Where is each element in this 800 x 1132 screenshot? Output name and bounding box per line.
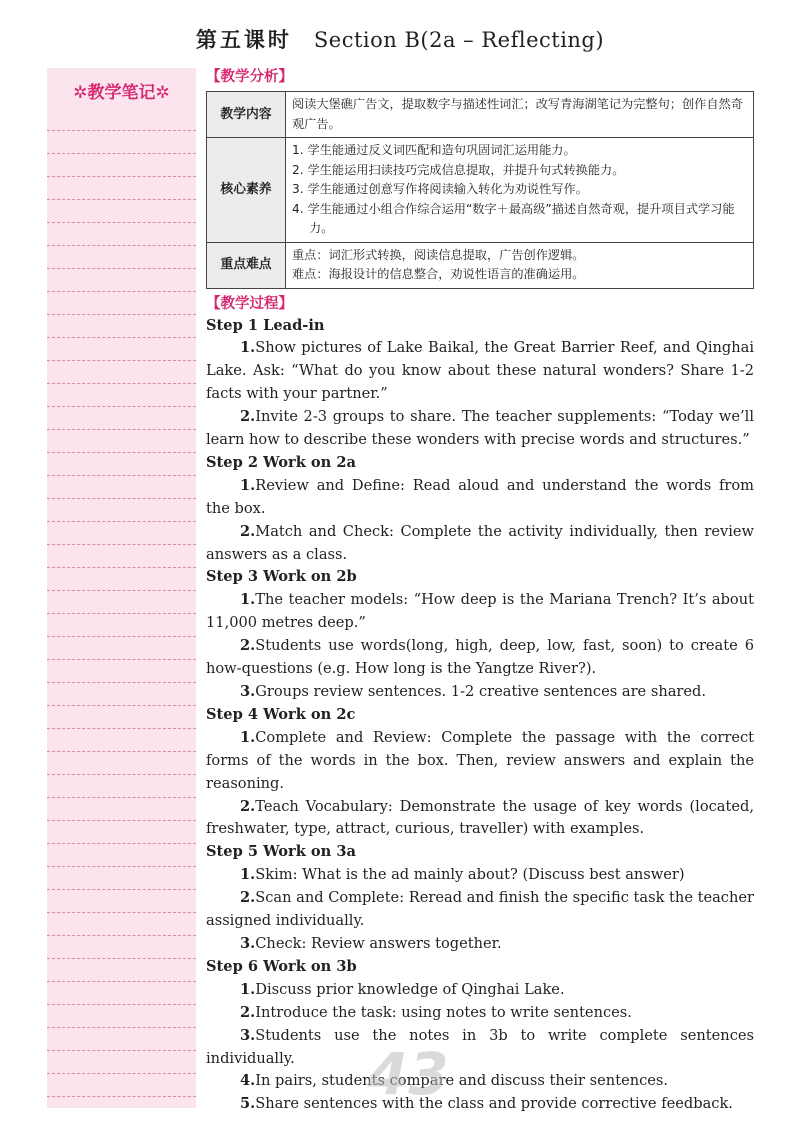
table-row xyxy=(207,92,754,138)
note-line xyxy=(47,153,196,154)
step-item: 2.Students use words(long, high, deep, low, fast, soon) to create 6 how-questions (e.g. How long is the Yangtze River?). xyxy=(206,637,754,678)
note-line xyxy=(47,889,196,890)
step-block xyxy=(206,315,754,452)
note-line xyxy=(47,590,196,591)
row-line: 阅读大堡礁广告文，提取数字与描述性词汇；改写青海湖笔记为完整句；创作自然奇观广告。 xyxy=(292,97,743,131)
step-title: Step 5 Work on 3a xyxy=(206,843,356,861)
row-line: 重点：词汇形式转换，阅读信息提取，广告创作逻辑。 xyxy=(292,247,585,262)
note-line xyxy=(47,728,196,729)
step-item: 4.In pairs, students compare and discuss their sentences. xyxy=(240,1072,669,1090)
step-block xyxy=(206,452,754,567)
step-item: 2.Introduce the task: using notes to write sentences. xyxy=(240,1003,632,1021)
note-line xyxy=(47,774,196,775)
notes-sidebar xyxy=(47,68,196,1108)
note-line xyxy=(47,981,196,982)
note-line xyxy=(47,843,196,844)
note-line xyxy=(47,613,196,614)
notes-title: ✲教学笔记✲ xyxy=(73,83,170,103)
step-item: 2.Scan and Complete: Reread and finish the specific task the teacher assigned individually. xyxy=(206,889,754,930)
note-line xyxy=(47,751,196,752)
step-block xyxy=(206,566,754,703)
row-line: 4. 学生能通过小组合作综合运用“数字＋最高级”描述自然奇观，提升项目式学习能力。 xyxy=(292,201,735,235)
note-line xyxy=(47,222,196,223)
note-line xyxy=(47,199,196,200)
note-line xyxy=(47,291,196,292)
step-block xyxy=(206,956,754,1116)
analysis-heading: 【教学分析】 xyxy=(206,69,293,85)
step-item: 1.Complete and Review: Complete the passage with the correct forms of the words in the box. Then, review answers and explain the reasoning. xyxy=(206,728,754,792)
row-content xyxy=(286,242,754,288)
note-line xyxy=(47,866,196,867)
step-item: 1.Review and Define: Read aloud and understand the words from the box. xyxy=(206,476,754,517)
note-line xyxy=(47,820,196,821)
note-line xyxy=(47,1073,196,1074)
note-line xyxy=(47,659,196,660)
row-line: 3. 学生能通过创意写作将阅读输入转化为劝说性写作。 xyxy=(292,182,588,196)
note-line xyxy=(47,1004,196,1005)
step-item: 3.Groups review sentences. 1-2 creative sentences are shared. xyxy=(240,683,707,700)
note-line xyxy=(47,1096,196,1097)
note-line xyxy=(47,521,196,522)
step-item: 1.Discuss prior knowledge of Qinghai Lake. xyxy=(240,980,565,998)
note-line xyxy=(47,429,196,430)
note-line xyxy=(47,245,196,246)
step-block xyxy=(206,704,754,841)
note-line xyxy=(47,498,196,499)
note-line xyxy=(47,360,196,361)
step-item: 2.Teach Vocabulary: Demonstrate the usage of key words (located, freshwater, type, attract, curious, traveller) with examples. xyxy=(206,797,754,838)
note-line xyxy=(47,935,196,936)
row-line: 2. 学生能运用扫读技巧完成信息提取，并提升句式转换能力。 xyxy=(292,162,625,177)
step-item: 3.Students use the notes in 3b to write complete sentences individually. xyxy=(206,1026,754,1067)
row-line: 1. 学生能通过反义词匹配和造句巩固词汇运用能力。 xyxy=(292,143,576,157)
process-heading: 【教学过程】 xyxy=(206,295,293,312)
step-title: Step 6 Work on 3b xyxy=(206,957,357,975)
note-line xyxy=(47,636,196,637)
note-line xyxy=(47,567,196,568)
section-title: Section B(2a – Reflecting) xyxy=(313,28,605,52)
row-label: 教学内容 xyxy=(207,92,286,138)
note-line xyxy=(47,682,196,683)
step-item: 1.The teacher models: “How deep is the Mariana Trench? It’s about 11,000 metres deep.” xyxy=(206,591,754,632)
step-item: 2.Match and Check: Complete the activity individually, then review answers as a class. xyxy=(206,522,754,563)
page-title xyxy=(0,24,800,54)
note-line xyxy=(47,176,196,177)
row-line: 难点：海报设计的信息整合，劝说性语言的准确运用。 xyxy=(292,267,585,281)
lesson-number: 第五课时 xyxy=(195,27,292,52)
table-row xyxy=(207,138,754,243)
note-line xyxy=(47,797,196,798)
row-content xyxy=(286,92,754,138)
note-line xyxy=(47,912,196,913)
step-title: Step 3 Work on 2b xyxy=(206,568,357,586)
step-title: Step 1 Lead-in xyxy=(206,316,325,334)
row-label: 重点难点 xyxy=(207,242,286,288)
row-content xyxy=(286,138,754,243)
step-item: 1.Show pictures of Lake Baikal, the Great Barrier Reef, and Qinghai Lake. Ask: “What do you know about these natural wonders? Share 1-2 facts with your partner.” xyxy=(206,339,754,403)
note-line xyxy=(47,475,196,476)
row-label: 核心素养 xyxy=(207,138,286,243)
note-line xyxy=(47,383,196,384)
note-line xyxy=(47,406,196,407)
step-item: 2.Invite 2-3 groups to share. The teacher supplements: “Today we’ll learn how to describe these wonders with precise words and structures.” xyxy=(206,408,754,449)
page-number: 43 xyxy=(368,1040,449,1108)
note-line xyxy=(47,337,196,338)
table-row xyxy=(207,242,754,288)
step-title: Step 4 Work on 2c xyxy=(206,705,356,723)
main-content xyxy=(206,66,754,1116)
step-item: 1.Skim: What is the ad mainly about? (Discuss best answer) xyxy=(240,866,685,884)
note-line xyxy=(47,268,196,269)
note-line xyxy=(47,130,196,131)
step-block xyxy=(206,841,754,956)
analysis-table xyxy=(206,91,754,289)
note-line xyxy=(47,452,196,453)
step-title: Step 2 Work on 2a xyxy=(206,453,356,471)
note-line xyxy=(47,958,196,959)
note-line xyxy=(47,314,196,315)
note-line xyxy=(47,705,196,706)
step-item: 5.Share sentences with the class and provide corrective feedback. xyxy=(240,1095,733,1113)
step-item: 3.Check: Review answers together. xyxy=(240,934,502,952)
note-line xyxy=(47,1027,196,1028)
note-line xyxy=(47,544,196,545)
note-line xyxy=(47,1050,196,1051)
